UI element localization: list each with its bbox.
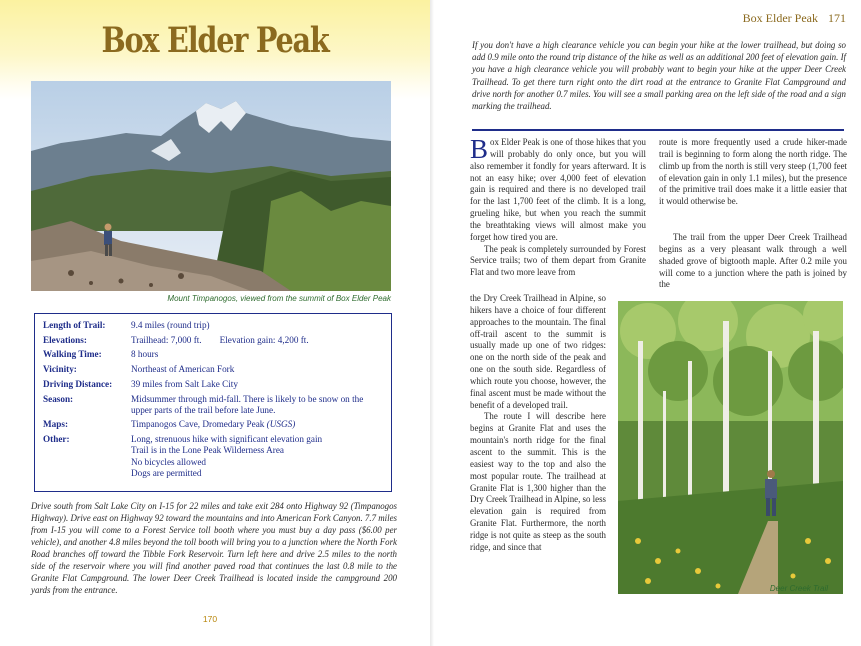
info-label: Driving Distance: bbox=[43, 378, 113, 389]
info-row-driving-distance bbox=[43, 379, 383, 390]
trailhead-elevation: Trailhead: 7,000 ft. bbox=[131, 334, 202, 345]
photo-caption: Mount Timpanogos, viewed from the summit of Box Elder Peak bbox=[167, 294, 391, 303]
map-source: (USGS) bbox=[266, 419, 296, 430]
info-row-elevations bbox=[43, 335, 383, 346]
body-paragraph: route is more frequently used a crude hiker-made trail is beginning to form along the north ridge. The climb up from the north is still very steep (1,700 feet of elevation gain in only 1.1 miles), but the presence of the primitive trail does make it a little easier that it would otherwise be. bbox=[659, 137, 847, 207]
other-line: Trail is in the Lone Peak Wilderness Area bbox=[131, 445, 284, 456]
body-column-left-bottom bbox=[470, 293, 606, 554]
info-row-season bbox=[43, 394, 383, 416]
running-title: Box Elder Peak bbox=[742, 11, 818, 25]
body-paragraph: The peak is completely surrounded by Forest Service trails; two of them depart from Granite Flat and two more leave from bbox=[470, 243, 646, 278]
info-row-length bbox=[43, 320, 383, 331]
info-row-vicinity bbox=[43, 364, 383, 375]
body-paragraph: ox Elder Peak is one of those hikes that you will probably do only once, but you will also remember it fondly for years afterward. It is not an easy hike; over 4,000 feet of elevation gain is required and there is no developed trail for the last 1,700 feet of the climb. It is a long, grueling hike, but when you reach the summit the breathtaking views will almost make you forget how tired you are. bbox=[470, 137, 646, 242]
running-header bbox=[743, 11, 846, 26]
info-row-walking-time bbox=[43, 349, 383, 360]
info-value: Northeast of American Fork bbox=[131, 364, 235, 375]
info-label: Length of Trail: bbox=[43, 320, 106, 330]
info-value bbox=[131, 434, 383, 479]
mountain-photo bbox=[31, 81, 391, 291]
other-line: Long, strenuous hike with significant elevation gain bbox=[131, 434, 323, 445]
info-label: Elevations: bbox=[43, 334, 87, 345]
other-line: No bicycles allowed bbox=[131, 456, 207, 467]
page-number-right: 171 bbox=[828, 11, 846, 25]
body-paragraph: The route I will describe here begins at Granite Flat and uses the mountain's north ridge for the final ascent to the summit. This is the easiest way to the top and also the most popular route. The trailhead at Granite Flat is 1,300 higher than the Dry Creek Trailhead in Alpine, so less elevation gain is required from Granite Flat. Furthermore, the north ridge is not quite as steep as the south ridge, and since that bbox=[470, 411, 606, 552]
info-label: Other: bbox=[43, 434, 70, 445]
driving-directions-text: Drive south from Salt Lake City on I-15 for 22 miles and take exit 284 onto Highway 92 (Timpanogos Highway). Drive east on Highway 92 toward the mountains and into American Fork Canyon. 7.7 miles from I-15 you will come to a Forest Service toll booth where you must buy a day pass ($6.00 per vehicle), and another 4.8 miles beyond the toll booth will bring you to a junction where the North Fork Road branches off toward the Tibble Fork Reservoir. Turn left here and drive 2.5 miles to the north side of the reservoir where you will find another paved road that continues the last 0.8 mile to the Granite Flat Campground. The lower Deer Creek Trailhead is located inside the campground 200 yards from the entrance. bbox=[31, 501, 397, 595]
info-label: Walking Time: bbox=[43, 349, 102, 360]
page-number-left: 170 bbox=[202, 614, 218, 624]
body-column-left-top bbox=[470, 134, 646, 279]
info-value: 9.4 miles (round trip) bbox=[131, 320, 210, 330]
left-page bbox=[0, 0, 430, 646]
other-line: Dogs are permitted bbox=[131, 467, 202, 478]
trailhead-access-text: If you don't have a high clearance vehicle you can begin your hike at the lower trailhead, but doing so add 0.9 mile onto the round trip distance of the hike as well as an additional 200 feet of elevation gain. If you have a high clearance vehicle you will probably want to begin your hike at the upper Deer Creek Trailhead. To get there turn right onto the dirt road at the entrance to Granite Flat Campground and drive north for another 0.7 miles. You will see a small parking area on the left side of the road and a sign marking the trailhead. bbox=[472, 40, 846, 112]
info-value: 39 miles from Salt Lake City bbox=[131, 378, 238, 389]
body-paragraph: The trail from the upper Deer Creek Trailhead begins as a very pleasant walk through a well shaded grove of bigtooth maple. After 0.2 mile you will come to a junction where the path is joined by the bbox=[659, 232, 847, 290]
info-value bbox=[131, 419, 383, 430]
info-value: Midsummer through mid-fall. There is likely to be snow on the upper parts of the trail before late June. bbox=[131, 393, 364, 415]
trail-photo-caption: Deer Creek Trail bbox=[769, 584, 828, 593]
info-value: 8 hours bbox=[131, 349, 159, 360]
info-label: Season: bbox=[43, 393, 74, 404]
info-label: Maps: bbox=[43, 419, 69, 430]
info-value bbox=[131, 335, 383, 346]
right-page bbox=[434, 0, 861, 646]
page-title: Box Elder Peak bbox=[101, 20, 329, 61]
info-label: Vicinity: bbox=[43, 364, 77, 375]
body-paragraph: the Dry Creek Trailhead in Alpine, so hikers have a choice of four different approaches to the mountain. The final off-trail ascent to the summit is usually made up one of two ridges: one on the north side of the peak and one on the south side. Regardless of which route you choose, however, the final ascent must be made without the benefit of a developed trail. bbox=[470, 293, 606, 410]
trail-photo bbox=[618, 301, 843, 594]
info-row-maps bbox=[43, 419, 383, 430]
drop-cap: B bbox=[470, 134, 489, 164]
body-column-right-middle bbox=[659, 232, 847, 291]
body-column-right-top bbox=[659, 137, 847, 208]
elevation-gain: Elevation gain: 4,200 ft. bbox=[219, 334, 309, 345]
info-row-other bbox=[43, 434, 383, 479]
trail-info-box bbox=[34, 313, 392, 492]
map-names: Timpanogos Cave, Dromedary Peak bbox=[131, 419, 265, 430]
divider-rule bbox=[472, 129, 844, 131]
